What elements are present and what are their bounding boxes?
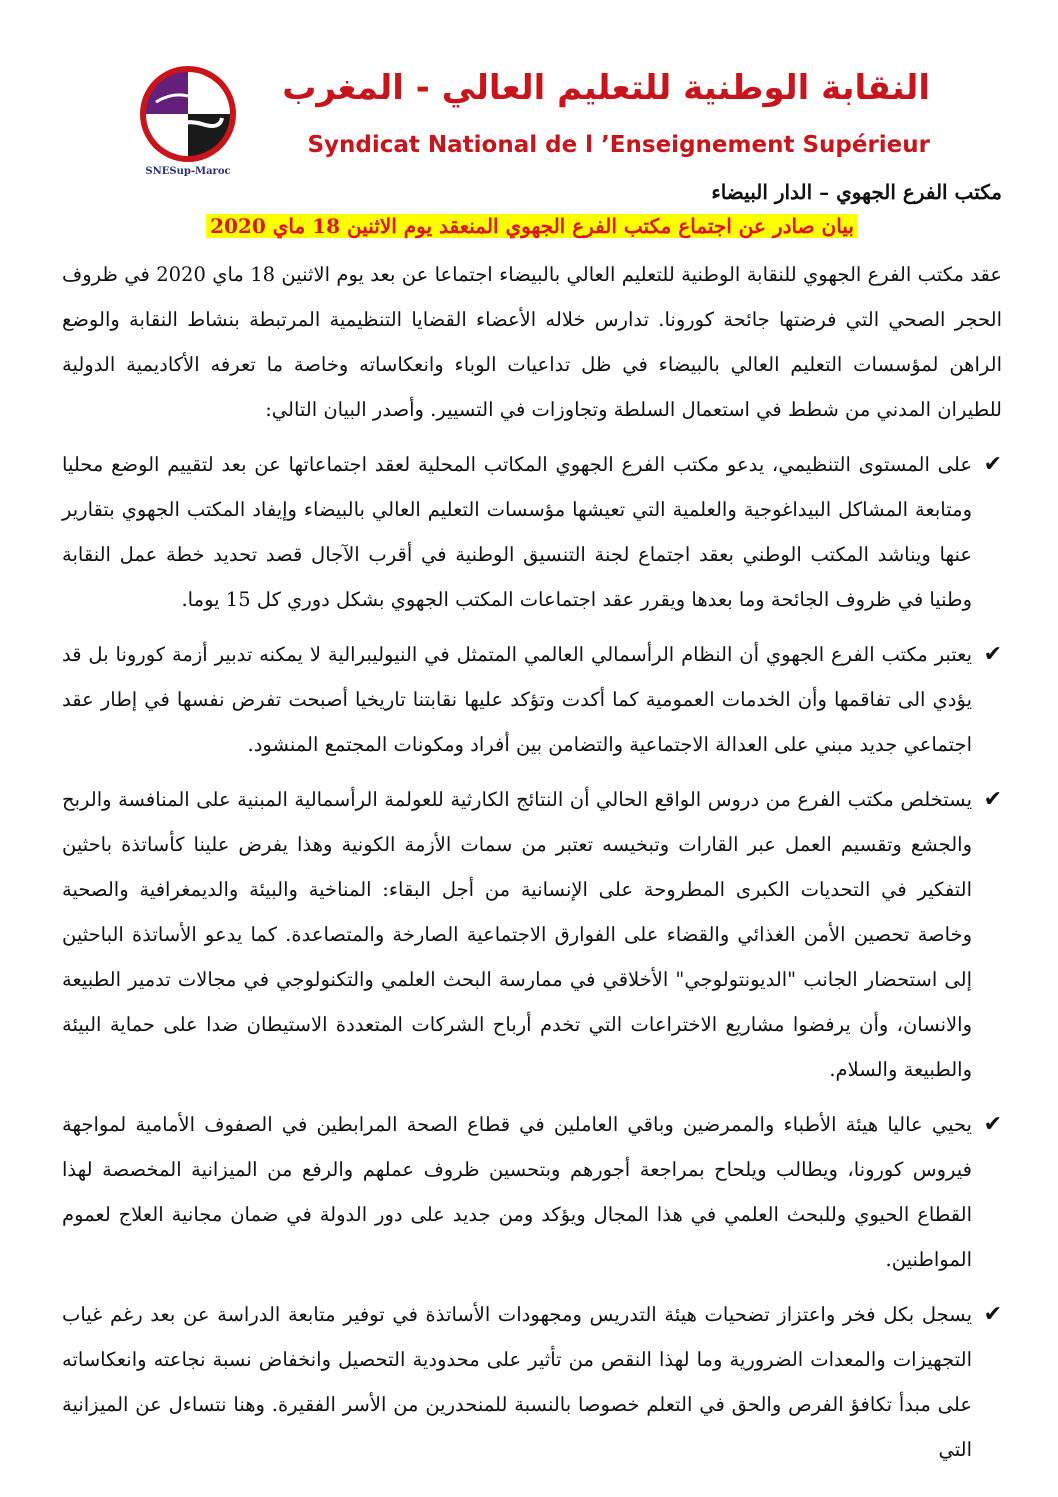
list-item-text: يعتبر مكتب الفرع الجهوي أن النظام الرأسمالي العالمي المتمثل في النيوليبرالية لا يمكنه تدبير أزمة كورونا بل قد يؤدي الى تفاقمها وأن الخدمات العمومية كما أكدت وتؤكد عليها نقابتنا تاريخيا أصبحت تفرض نفسها في إطار عقد اجتماعي جديد مبني على العدالة الاجتماعية والتضامن بين أفراد ومكونات المجتمع المنشود. [62,643,972,756]
organization-name-french: Syndicat National de l ’Enseignement Supérieur [307,132,930,158]
letterhead [0,0,1058,180]
list-item-text: يسجل بكل فخر واعتزاز تضحيات هيئة التدريس ومجهودات الأساتذة في توفير متابعة الدراسة عن بعد رغم غياب التجهيزات والمعدات الضرورية وما لهذا النقص من تأثير على محدودية التحصيل وانخفاض نسبة نجاعته وانعكاساته على مبدأ تكافؤ الفرص والحق في التعلم خصوصا بالنسبة للمنحدرين من الأسر الفقيرة. وهنا نتساءل عن الميزانية التي [62,1303,972,1461]
check-icon: ✔ [983,642,1002,667]
sne-sup-logo [122,62,254,176]
statement-points [62,442,1002,1472]
list-item [62,777,1002,1092]
office-line: مكتب الفرع الجهوي – الدار البيضاء [711,180,1002,204]
list-item [62,1292,1002,1472]
list-item-text: على المستوى التنظيمي، يدعو مكتب الفرع الجهوي المكاتب المحلية لعقد اجتماعاتها عن بعد لتقييم الوضع محليا ومتابعة المشاكل البيداغوجية والعلمية التي تعيشها مؤسسات التعليم العالي بالبيضاء وإيفاد المكتب الجهوي بتقارير عنها ويناشد المكتب الوطني بعقد اجتماع لجنة التنسيق الوطنية في أقرب الآجال قصد تحديد خطة عمل النقابة وطنيا في ظروف الجائحة وما بعدها ويقرر عقد اجتماعات المكتب الجهوي بشكل دوري كل 15 يوما. [62,453,972,611]
list-item [62,632,1002,767]
check-icon: ✔ [983,1302,1002,1327]
statement-body [62,180,1002,1482]
statement-title [62,214,1002,238]
check-icon: ✔ [983,1112,1002,1137]
statement-title-text: بيان صادر عن اجتماع مكتب الفرع الجهوي المنعقد يوم الاثنين 18 ماي 2020 [206,214,858,238]
list-item-text: يستخلص مكتب الفرع من دروس الواقع الحالي أن النتائج الكارثية للعولمة الرأسمالية المبنية على المنافسة والربح والجشع وتقسيم العمل عبر القارات وتبخيسه تعتبر من سمات الأزمة الكونية وهذا يفرض علينا كأساتذة باحثين التفكير في التحديات الكبرى المطروحة على الإنسانية من أجل البقاء: المناخية والبيئة والديمغرافية والصحية وخاصة تحصين الأمن الغذائي والقضاء على الفوارق الاجتماعية الصارخة والمتصاعدة. كما يدعو الأساتذة الباحثين إلى استحضار الجانب "الديونتولوجي" الأخلاقي في ممارسة البحث العلمي والتكنولوجي في مجالات تدمير الطبيعة والانسان، وأن يرفضوا مشاريع الاختراعات التي تخدم أرباح الشركات المتعددة الاستيطان ضدا على حماية البيئة والطبيعة والسلام. [62,788,972,1081]
organization-name-arabic: النقابة الوطنية للتعليم العالي - المغرب [282,68,930,108]
list-item [62,442,1002,622]
logo-caption: SNESup-Maroc [145,166,231,176]
check-icon: ✔ [983,452,1002,477]
list-item [62,1102,1002,1282]
check-icon: ✔ [983,787,1002,812]
list-item-text: يحيي عاليا هيئة الأطباء والممرضين وباقي العاملين في قطاع الصحة المرابطين في الصفوف الأمامية لمواجهة فيروس كورونا، ويطالب ويلحاح بمراجعة أجورهم وبتحسين ظروف عملهم والرفع من الميزانية المخصصة لهذا القطاع الحيوي وللبحث العلمي في هذا المجال ويؤكد ومن جديد على دور الدولة في ضمان مجانية العلاج لعموم المواطنين. [62,1113,972,1271]
intro-paragraph: عقد مكتب الفرع الجهوي للنقابة الوطنية للتعليم العالي بالبيضاء اجتماعا عن بعد يوم الاثنين 18 ماي 2020 في ظروف الحجر الصحي التي فرضتها جائحة كورونا. تدارس خلاله الأعضاء القضايا التنظيمية المرتبطة بنشاط النقابة والوضع الراهن لمؤسسات التعليم العالي بالبيضاء في ظل تداعيات الوباء وانعكاساته وخاصة ما تعرفه الأكاديمية الدولية للطيران المدني من شطط في استعمال السلطة وتجاوزات في التسيير. وأصدر البيان التالي: [62,263,1002,421]
